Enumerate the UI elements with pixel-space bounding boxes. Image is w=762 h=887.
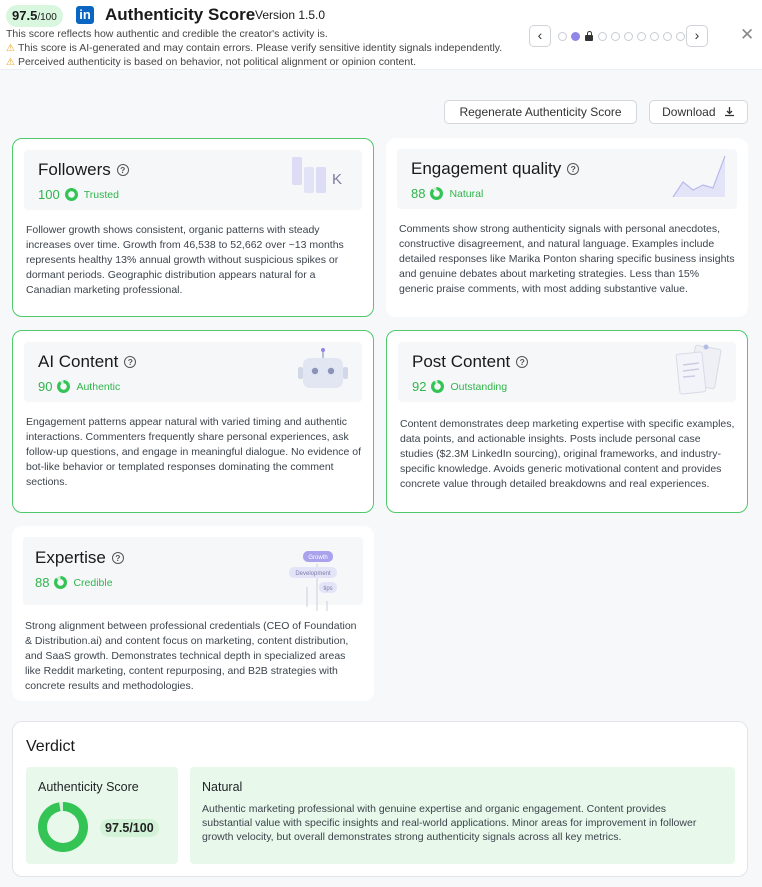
- score-value: 92: [412, 379, 427, 394]
- card-score: [38, 379, 120, 394]
- trend-chart-icon: [669, 152, 729, 202]
- disclaimer-behavior-text: Perceived authenticity is based on behavior, not political alignment or opinion content.: [17, 56, 417, 68]
- header-score-pill: [6, 5, 63, 27]
- version-label: Version 1.5.0: [255, 8, 326, 22]
- pager-dot[interactable]: [611, 32, 620, 41]
- download-button[interactable]: [649, 100, 748, 124]
- download-label: Download: [662, 105, 716, 119]
- score-label: Authentic: [76, 380, 121, 393]
- card-followers: [12, 138, 374, 317]
- verdict-score-label: Authenticity Score: [38, 780, 139, 794]
- prev-button[interactable]: ‹: [529, 25, 551, 47]
- skill-tag: tips: [323, 586, 333, 592]
- pager-dot[interactable]: [676, 32, 685, 41]
- verdict-title: Verdict: [26, 738, 75, 755]
- verdict-score-box: [26, 767, 178, 864]
- card-score: [35, 575, 113, 590]
- pager-dot[interactable]: [598, 32, 607, 41]
- pager-lock-icon[interactable]: [584, 31, 594, 41]
- card-body: Strong alignment between professional credentials (CEO of Foundation & Distribution.ai) and content focus on marketing, content distribution, and SaaS growth. Demonstrates technical depth in specialized areas like Reddit marketing, content repurposing, and B2B strategies with concrete results and methodologies.: [25, 620, 357, 692]
- verdict-summary-text: Authentic marketing professional with genuine expertise and organic engagement. Content provides substantial value with specific insights and real-world applications. Minor areas for improvement in follower growth velocity, but overall demonstrates strong authenticity signals across all key metrics.: [202, 803, 697, 843]
- verdict-score-ring-icon: [38, 802, 88, 852]
- help-icon[interactable]: ?: [117, 164, 129, 176]
- score-value: 100: [38, 187, 60, 202]
- score-label: Natural: [449, 187, 484, 200]
- verdict-summary-box: [190, 767, 735, 864]
- score-label: Outstanding: [450, 380, 508, 393]
- card-score: [411, 186, 483, 201]
- help-icon[interactable]: ?: [567, 163, 579, 175]
- skill-tag: Growth: [308, 555, 328, 561]
- pager-dot[interactable]: [663, 32, 672, 41]
- verdict-panel: [12, 721, 748, 877]
- pager-dots: [558, 31, 685, 41]
- card-ai-content: [12, 330, 374, 513]
- card-title: Post Content ?: [412, 352, 528, 372]
- card-expertise: [12, 526, 374, 701]
- close-icon[interactable]: ✕: [740, 25, 755, 44]
- skill-tag: Development: [295, 571, 331, 577]
- download-icon: [724, 106, 735, 117]
- card-score: [412, 379, 507, 394]
- score-ring-icon: [57, 380, 70, 393]
- score-label: Credible: [73, 576, 113, 589]
- card-score: [38, 187, 119, 202]
- svg-text:K: K: [332, 171, 343, 188]
- description-line: This score reflects how authentic and credible the creator's activity is.: [6, 28, 328, 40]
- card-title: Followers ?: [38, 160, 129, 180]
- disclaimer-line-ai: [6, 42, 502, 54]
- verdict-summary-title: Natural: [202, 780, 243, 794]
- card-engagement-quality: [386, 138, 748, 317]
- header: [0, 0, 762, 70]
- card-body: Content demonstrates deep marketing expertise with specific examples, data points, and actionable insights. Posts include personal case studies ($2.3M LinkedIn sourcing), original frameworks, and industry-specific knowledge. Avoids generic motivational content and provides concrete value through detailed breakdowns and real experiences.: [400, 418, 735, 490]
- card-body: Follower growth shows consistent, organic patterns with steady increases over time. Growth from 46,538 to 52,662 over ~13 months represents healthy 13% annual growth without suspicious spikes or dormant periods. Geographic distribution appears natural for a Canadian marketing professional.: [26, 224, 344, 296]
- header-score-max: /100: [37, 12, 57, 23]
- help-icon[interactable]: ?: [516, 356, 528, 368]
- score-ring-icon: [65, 188, 78, 201]
- bar-k-icon: [290, 155, 350, 195]
- linkedin-logo-icon: in: [76, 6, 94, 24]
- pager-dot[interactable]: [558, 32, 567, 41]
- score-label: Trusted: [83, 188, 119, 201]
- pager-dot[interactable]: [637, 32, 646, 41]
- card-header: [24, 342, 362, 402]
- card-title: Expertise ?: [35, 548, 124, 568]
- pager-dot[interactable]: [650, 32, 659, 41]
- header-score-value: 97.5: [12, 8, 38, 23]
- score-value: 90: [38, 379, 53, 394]
- card-body: Comments show strong authenticity signals with personal anecdotes, constructive disagreement, and natural language. Examples include detailed responses like Marika Ponton sharing specific business insights and genuine debates about marketing strategies. Less than 15% generic praise comments, with most adding substantive value.: [399, 223, 735, 295]
- regenerate-button[interactable]: Regenerate Authenticity Score: [444, 100, 637, 124]
- score-ring-icon: [54, 576, 67, 589]
- score-value: 88: [411, 186, 426, 201]
- card-header: [398, 342, 736, 402]
- skill-tree-icon: [287, 549, 351, 611]
- disclaimer-line-behavior: [6, 56, 416, 68]
- score-ring-icon: [430, 187, 443, 200]
- page-title: Authenticity Score: [105, 5, 256, 24]
- robot-icon: [295, 347, 351, 395]
- card-header: [397, 149, 737, 209]
- card-post-content: [386, 330, 748, 513]
- help-icon[interactable]: ?: [112, 552, 124, 564]
- verdict-score-pill: 97.5/100: [100, 819, 159, 837]
- card-header: [23, 537, 363, 605]
- disclaimer-ai-text: This score is AI-generated and may contain errors. Please verify sensitive identity signals independently.: [17, 42, 503, 54]
- warning-icon: ⚠: [6, 57, 15, 68]
- pager-dot[interactable]: [571, 32, 580, 41]
- card-title: AI Content ?: [38, 352, 136, 372]
- card-body: Engagement patterns appear natural with varied timing and authentic interactions. Commenters frequently share personal experiences, ask follow-up questions, and engage in meaningful dialogue. No evidence of bot-like behavior or templated responses dominating the comment sections.: [26, 416, 362, 488]
- card-header: [24, 150, 362, 210]
- document-stack-icon: [672, 343, 728, 395]
- next-button[interactable]: ›: [686, 25, 708, 47]
- help-icon[interactable]: ?: [124, 356, 136, 368]
- score-value: 88: [35, 575, 50, 590]
- score-ring-icon: [431, 380, 444, 393]
- warning-icon: ⚠: [6, 43, 15, 54]
- card-title: Engagement quality ?: [411, 159, 579, 179]
- pager-dot[interactable]: [624, 32, 633, 41]
